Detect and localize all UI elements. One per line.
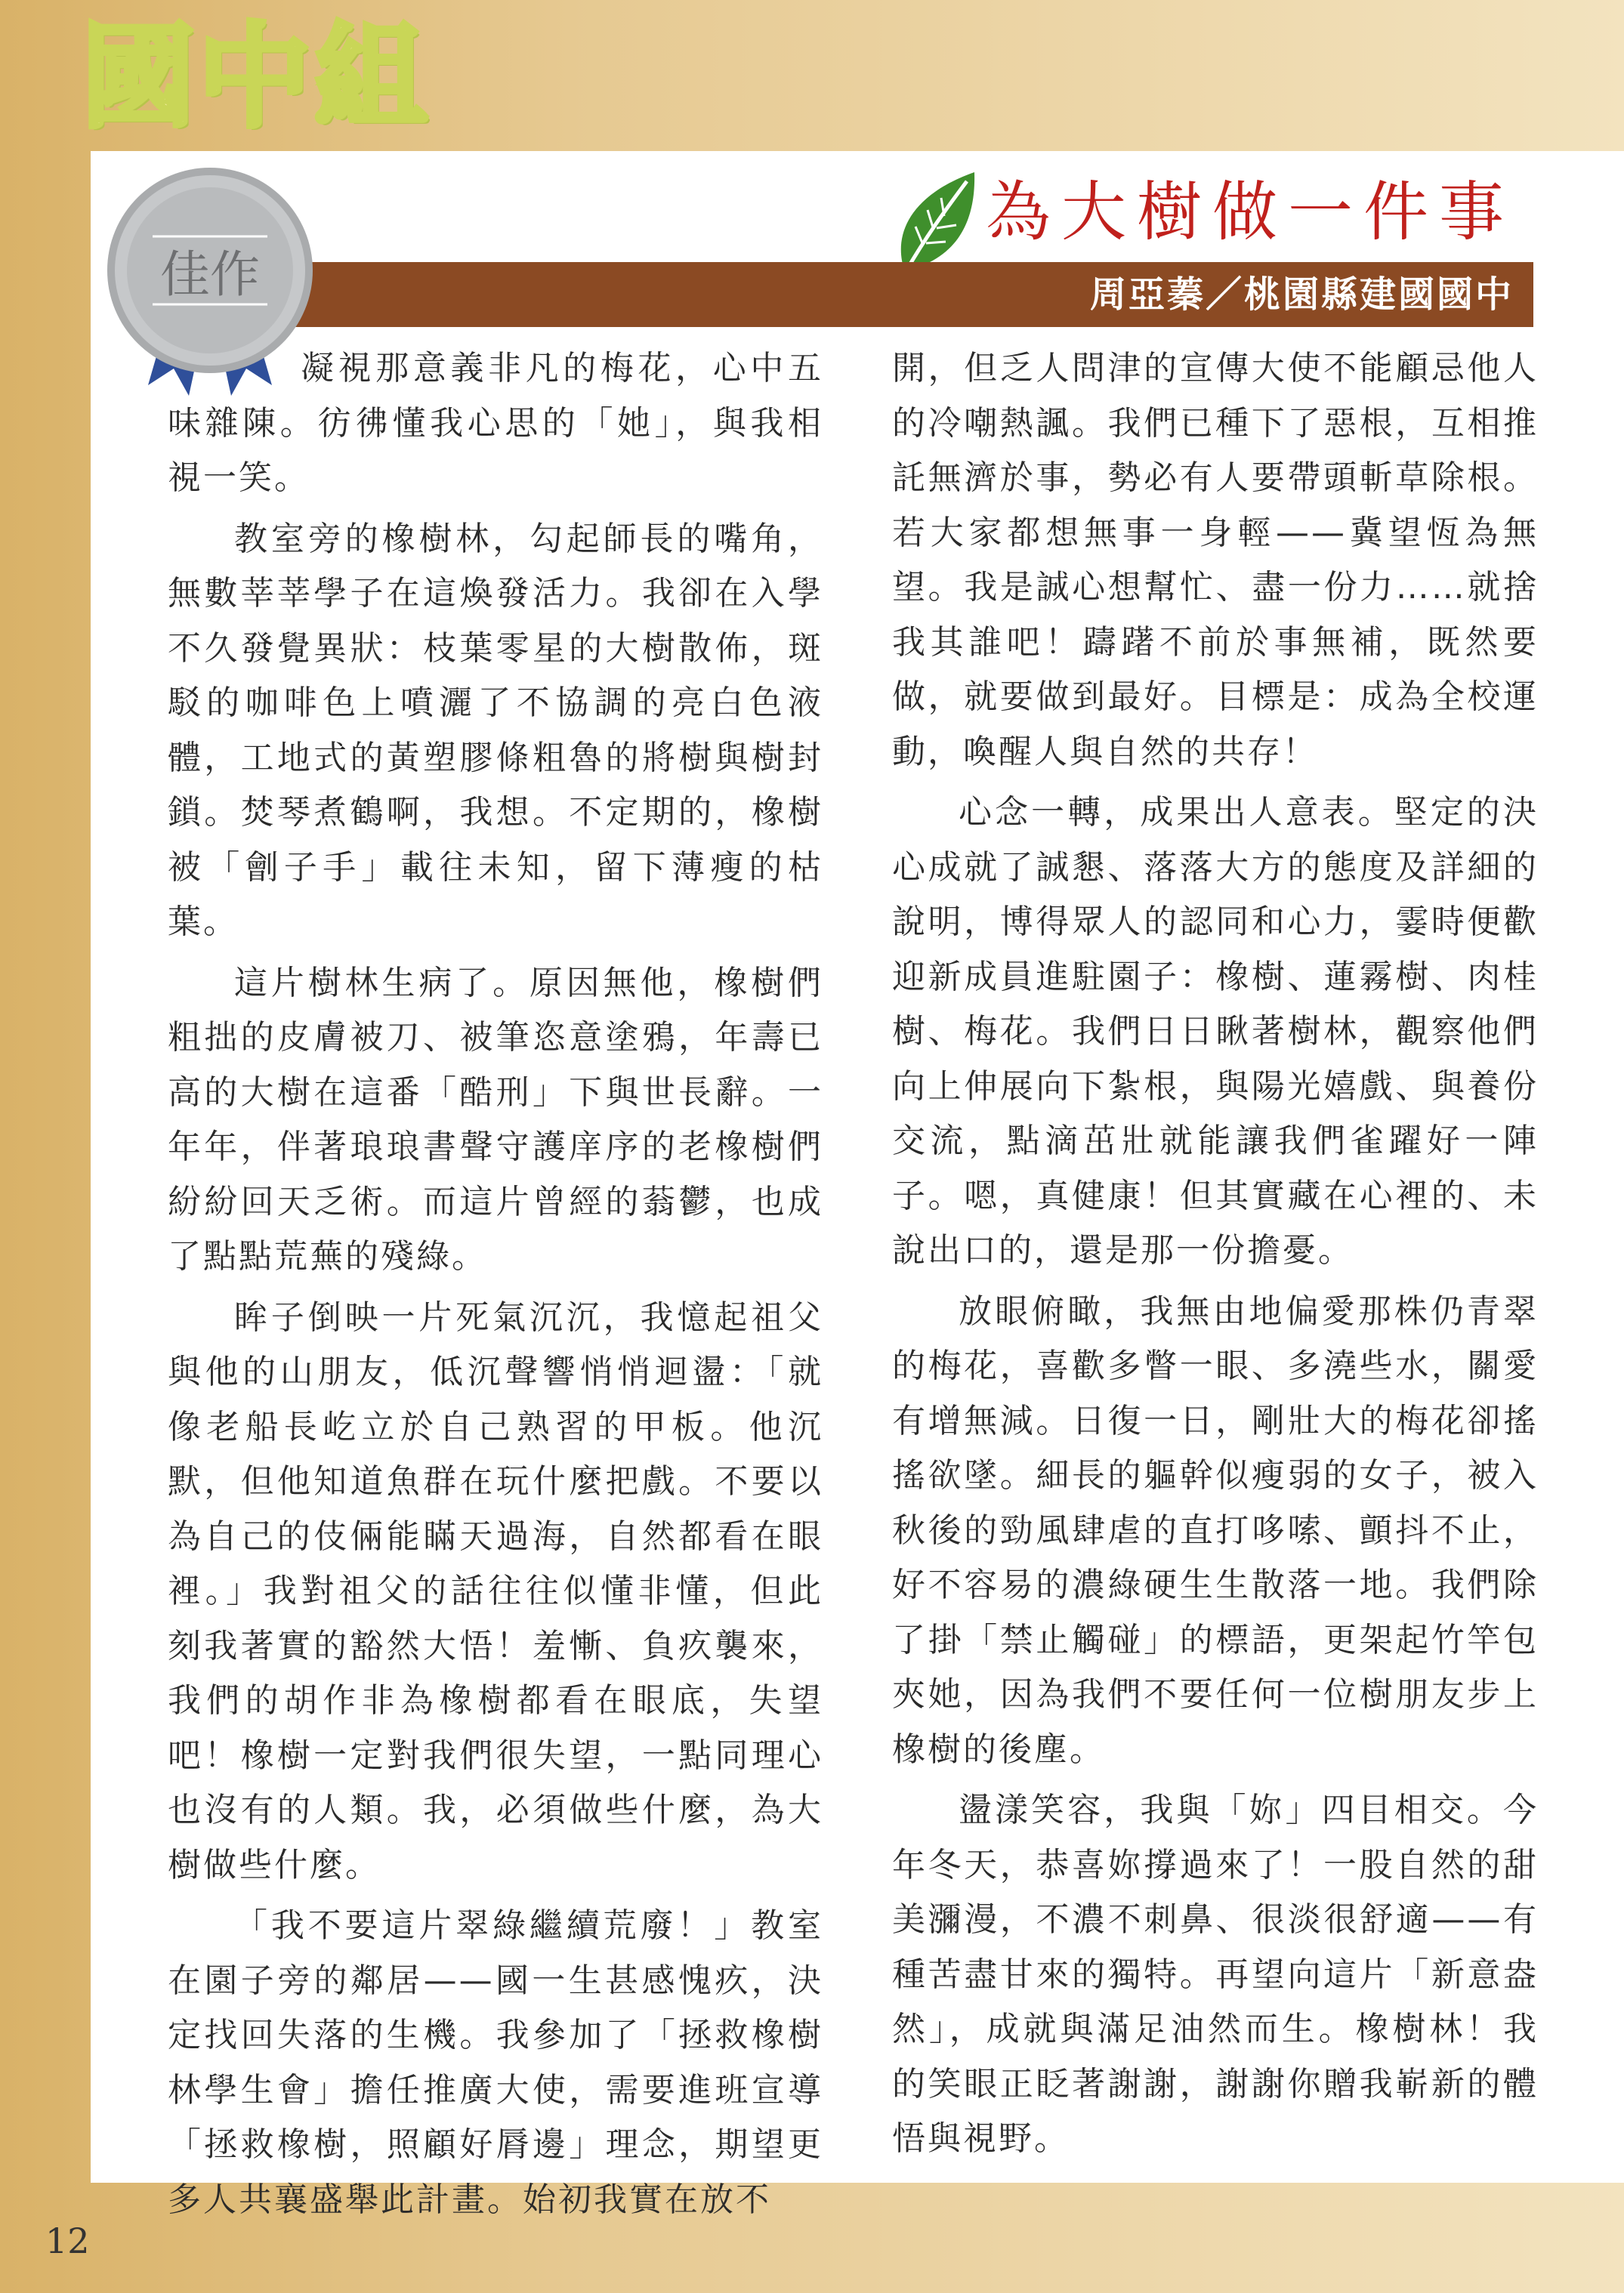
byline-bar	[227, 262, 1533, 327]
left-column	[168, 341, 823, 2233]
paragraph: 「我不要這片翠綠繼續荒廢！」教室在園子旁的鄰居——國一生甚感愧疚，決定找回失落的生機。我參加了「拯救橡樹林學生會」擔任推廣大使，需要進班宣導「拯救橡樹，照顧好脣邊」理念，期望更多人共襄盛舉此計畫。始初我實在放不	[168, 1906, 823, 2219]
award-label: 佳作	[160, 245, 260, 304]
paragraph: 這片樹林生病了。原因無他，橡樹們粗拙的皮膚被刀、被筆恣意塗鴉，年壽已高的大樹在這番「酷刑」下與世長辭。一年年，伴著琅琅書聲守護庠序的老橡樹們紛紛回天乏術。而這片曾經的蓊鬱，也成了點點荒蕪的殘綠。	[168, 963, 823, 1276]
paragraph: 開，但乏人問津的宣傳大使不能顧忌他人的冷嘲熱諷。我們已種下了惡根，互相推託無濟於事，勢必有人要帶頭斬草除根。若大家都想無事一身輕——冀望恆為無望。我是誠心想幫忙、盡一份力……就捨我其誰吧！躊躇不前於事無補，既然要做，就要做到最好。目標是：成為全校運動，喚醒人與自然的共存！	[892, 349, 1539, 771]
author-byline: 周亞蓁／桃園縣建國國中	[1089, 273, 1514, 316]
paragraph: 眸子倒映一片死氣沉沉，我憶起祖父與他的山朋友，低沉聲響悄悄迴盪：「就像老船長屹立於自己熟習的甲板。他沉默，但他知道魚群在玩什麼把戲。不要以為自己的伎倆能瞞天過海，自然都看在眼裡。」我對祖父的話往往似懂非懂，但此刻我著實的豁然大悟！羞慚、負疚襲來，我們的胡作非為橡樹都看在眼底，失望吧！橡樹一定對我們很失望，一點同理心也沒有的人類。我，必須做些什麼，為大樹做些什麼。	[168, 1298, 823, 1884]
paragraph: 教室旁的橡樹林，勾起師長的嘴角，無數莘莘學子在這煥發活力。我卻在入學不久發覺異狀：枝葉零星的大樹散佈，斑駁的咖啡色上噴灑了不協調的亮白色液體，工地式的黃塑膠條粗魯的將樹與樹封鎖。焚琴煮鶴啊，我想。不定期的，橡樹被「劊子手」載往未知，留下薄瘦的枯葉。	[168, 519, 823, 941]
paragraph: 盪漾笑容，我與「妳」四目相交。今年冬天，恭喜妳撐過來了！一股自然的甜美瀰漫，不濃不刺鼻、很淡很舒適——有種苦盡甘來的獨特。再望向這片「新意盎然」，成就與滿足油然而生。橡樹林！我的笑眼正眨著謝謝，謝謝你贈我嶄新的體悟與視野。	[892, 1791, 1539, 2158]
article-title: 為大樹做一件事	[986, 174, 1514, 250]
paragraph: 放眼俯瞰，我無由地偏愛那株仍青翠的梅花，喜歡多瞥一眼、多澆些水，關愛有增無減。日復一日，剛壯大的梅花卻搖搖欲墜。細長的軀幹似瘦弱的女子，被入秋後的勁風肆虐的直打哆嗦、顫抖不止，好不容易的濃綠硬生生散落一地。我們除了掛「禁止觸碰」的標語，更架起竹竿包夾她，因為我們不要任何一位樹朋友步上橡樹的後塵。	[892, 1292, 1539, 1769]
paragraph: 凝視那意義非凡的梅花，心中五味雜陳。彷彿懂我心思的「她」，與我相視一笑。	[168, 349, 823, 497]
paragraph: 心念一轉，成果出人意表。堅定的決心成就了誠懇、落落大方的態度及詳細的說明，博得眾人的認同和心力，霎時便歡迎新成員進駐園子：橡樹、蓮霧樹、肉桂樹、梅花。我們日日瞅著樹林，觀察他們向上伸展向下紮根，與陽光嬉戲、與養份交流，點滴茁壯就能讓我們雀躍好一陣子。嗯，真健康！但其實藏在心裡的、未說出口的，還是那一份擔憂。	[892, 793, 1539, 1270]
section-heading: 國中組	[82, 12, 431, 144]
article-title-block	[891, 159, 1541, 272]
right-column	[892, 341, 1539, 2173]
page-number: 12	[45, 2220, 90, 2261]
